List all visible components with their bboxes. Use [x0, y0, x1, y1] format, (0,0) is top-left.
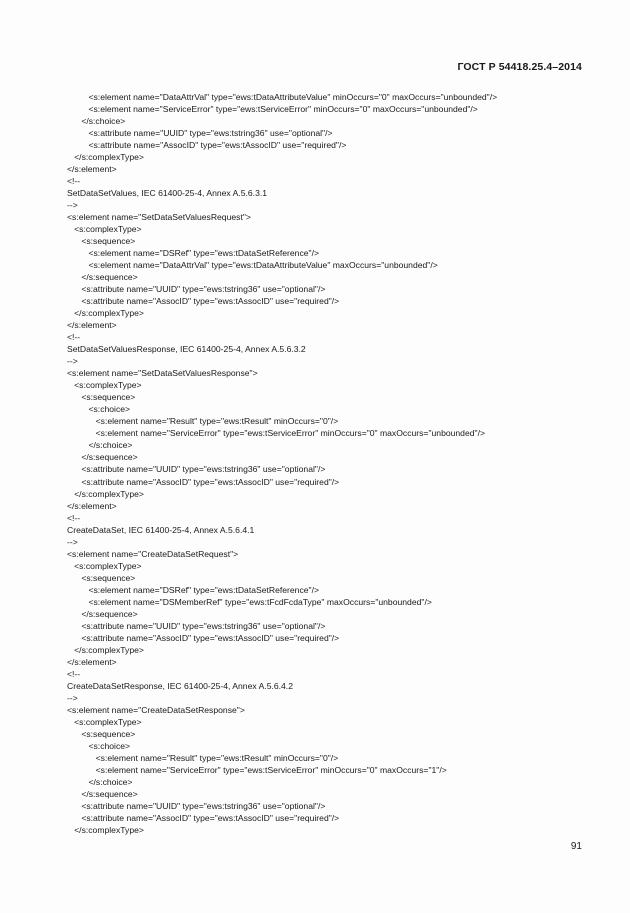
code-line: <!-- — [67, 332, 81, 343]
code-line: <s:element name="DataAttrVal" type="ews:tDataAttributeValue" maxOccurs="unbounded"/> — [67, 260, 438, 271]
code-line: </s:sequence> — [67, 452, 138, 463]
code-line: <s:complexType> — [67, 224, 142, 235]
code-line: <s:attribute name="AssocID" type="ews:tAssocID" use="required"/> — [67, 140, 347, 151]
code-line: <s:element name="DSRef" type="ews:tDataSetReference"/> — [67, 584, 319, 595]
code-line: <s:element name="DataAttrVal" type="ews:tDataAttributeValue" minOccurs="0" maxOccurs="unbounded"/> — [67, 92, 498, 102]
code-line: <s:complexType> — [67, 560, 142, 571]
code-line: <s:element name="ServiceError" type="ews:tServiceError" minOccurs="0" maxOccurs="unbounded"/> — [67, 428, 485, 439]
code-line: </s:choice> — [67, 776, 133, 787]
code-line: CreateDataSet, IEC 61400-25-4, Annex A.5.6.4.1 — [67, 524, 255, 535]
code-line: <!-- — [67, 512, 81, 523]
code-line: </s:complexType> — [67, 488, 144, 499]
code-line: <s:sequence> — [67, 392, 136, 403]
standard-header: ГОСТ Р 54418.25.4–2014 — [457, 61, 582, 73]
code-line: </s:sequence> — [67, 788, 138, 799]
code-line: <s:element name="SetDataSetValuesRequest"> — [67, 212, 251, 223]
code-line: <s:element name="Result" type="ews:tResult" minOccurs="0"/> — [67, 752, 339, 763]
code-line: <s:element name="CreateDataSetResponse"> — [67, 704, 245, 715]
code-line: </s:element> — [67, 164, 117, 175]
code-line: </s:element> — [67, 500, 117, 511]
code-line: <s:element name="Result" type="ews:tResult" minOccurs="0"/> — [67, 416, 339, 427]
code-line: <s:attribute name="AssocID" type="ews:tAssocID" use="required"/> — [67, 476, 340, 487]
code-line: </s:element> — [67, 320, 117, 331]
code-line: <s:attribute name="UUID" type="ews:tstring36" use="optional"/> — [67, 284, 326, 295]
code-line: <s:element name="SetDataSetValuesResponse"> — [67, 368, 258, 379]
code-line: <s:attribute name="AssocID" type="ews:tAssocID" use="required"/> — [67, 812, 340, 823]
code-line: <s:complexType> — [67, 380, 142, 391]
code-line: <s:attribute name="UUID" type="ews:tstring36" use="optional"/> — [67, 464, 326, 475]
code-line: <s:attribute name="AssocID" type="ews:tAssocID" use="required"/> — [67, 296, 340, 307]
code-line: </s:sequence> — [67, 608, 138, 619]
code-line: </s:complexType> — [67, 824, 144, 835]
code-line: --> — [67, 692, 78, 703]
code-line: </s:sequence> — [67, 272, 138, 283]
code-line: SetDataSetValues, IEC 61400-25-4, Annex A.5.6.3.1 — [67, 188, 268, 199]
code-line: <s:element name="DSMemberRef" type="ews:tFcdFcdaType" maxOccurs="unbounded"/> — [67, 596, 432, 607]
code-line: <s:attribute name="AssocID" type="ews:tAssocID" use="required"/> — [67, 632, 340, 643]
code-line: </s:complexType> — [67, 152, 144, 163]
code-line: --> — [67, 536, 78, 547]
code-line: <s:element name="DSRef" type="ews:tDataSetReference"/> — [67, 248, 319, 259]
code-line: <s:choice> — [67, 404, 131, 415]
code-line: <s:sequence> — [67, 572, 136, 583]
code-line: <s:attribute name="UUID" type="ews:tstring36" use="optional"/> — [67, 620, 326, 631]
xml-schema-code-block — [67, 91, 587, 836]
code-line: <s:choice> — [67, 740, 131, 751]
code-line: </s:element> — [67, 656, 117, 667]
code-line: <s:sequence> — [67, 236, 136, 247]
code-line: --> — [67, 356, 78, 367]
code-line: --> — [67, 200, 78, 211]
code-line: <s:sequence> — [67, 728, 136, 739]
page-number: 91 — [570, 841, 582, 852]
code-line: SetDataSetValuesResponse, IEC 61400-25-4, Annex A.5.6.3.2 — [67, 344, 306, 355]
code-line: <!-- — [67, 668, 81, 679]
code-line: </s:complexType> — [67, 308, 144, 319]
code-line: </s:complexType> — [67, 644, 144, 655]
code-line: </s:choice> — [67, 440, 133, 451]
code-line: <s:element name="CreateDataSetRequest"> — [67, 548, 239, 559]
code-line: <s:attribute name="UUID" type="ews:tstring36" use="optional"/> — [67, 128, 333, 139]
code-line: <!-- — [67, 176, 81, 187]
code-line: <s:complexType> — [67, 716, 142, 727]
code-line: </s:choice> — [67, 116, 126, 127]
code-line: <s:element name="ServiceError" type="ews:tServiceError" minOccurs="0" maxOccurs="unbounded"/> — [67, 104, 478, 115]
code-line: <s:attribute name="UUID" type="ews:tstring36" use="optional"/> — [67, 800, 326, 811]
code-line: CreateDataSetResponse, IEC 61400-25-4, Annex A.5.6.4.2 — [67, 680, 293, 691]
code-line: <s:element name="ServiceError" type="ews:tServiceError" minOccurs="0" maxOccurs="1"/> — [67, 764, 447, 775]
